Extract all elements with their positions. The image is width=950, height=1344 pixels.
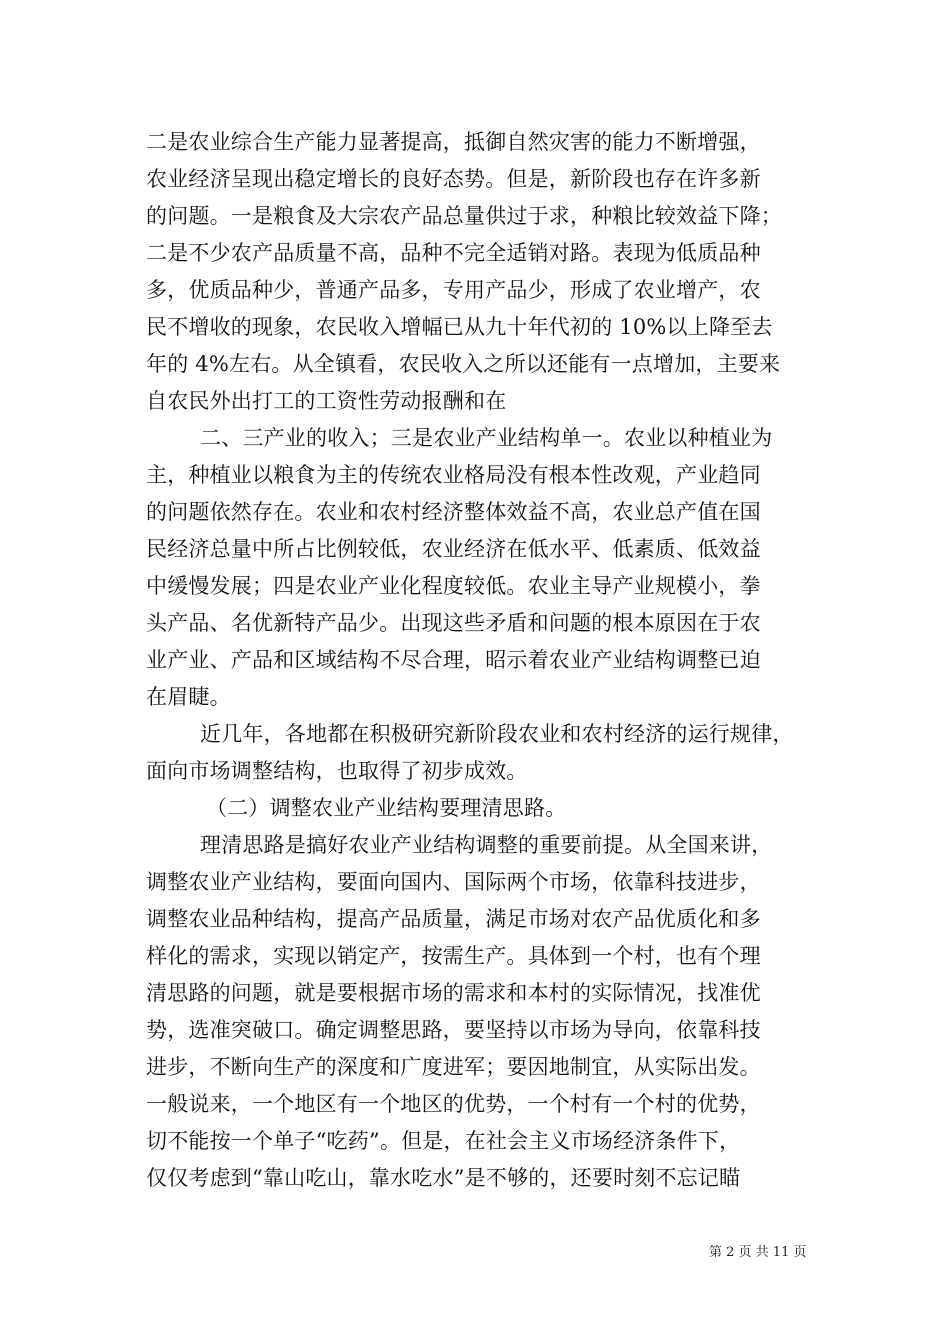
text-line: 民经济总量中所占比例较低，农业经济在低水平、低素质、低效益 [146,537,761,561]
text-line: 的问题。一是粮食及大宗农产品总量供过于求，种粮比较效益下降； [146,204,782,228]
text-line: 二是不少农产品质量不高，品种不完全适销对路。表现为低质品种 [146,241,761,265]
section-heading: （二）调整农业产业结构要理清思路。 [206,796,567,820]
text-line: 在眉睫。 [146,685,231,709]
text-line: 民不增收的现象，农民收入增幅已从九十年代初的 10%以上降至去 [146,315,773,339]
text-line: 一般说来，一个地区有一个地区的优势，一个村有一个村的优势， [146,1092,761,1116]
text-line: 多，优质品种少，普通产品多，专用产品少，形成了农业增产，农 [146,278,761,302]
text-line: 业产业、产品和区域结构不尽合理，昭示着农业产业结构调整已迫 [146,648,761,672]
text-line: 调整农业品种结构，提高产品质量，满足市场对农产品优质化和多 [146,907,761,931]
text-line: 近几年，各地都在积极研究新阶段农业和农村经济的运行规律， [200,722,794,746]
text-line: 自农民外出打工的工资性劳动报酬和在 [146,389,507,413]
text-line: 切不能按一个单子“吃药”。但是，在社会主义市场经济条件下， [146,1129,741,1153]
text-line: 二是农业综合生产能力显著提高，抵御自然灾害的能力不断增强， [146,130,761,154]
text-line: 二、三产业的收入；三是农业产业结构单一。农业以种植业为 [200,426,773,450]
text-line: 主，种植业以粮食为主的传统农业格局没有根本性改观，产业趋同 [146,463,761,487]
text-line: 进步，不断向生产的深度和广度进军；要因地制宜，从实际出发。 [146,1055,761,1079]
body-text [146,124,806,1197]
text-line: 样化的需求，实现以销定产，按需生产。具体到一个村，也有个理 [146,944,761,968]
text-line: 农业经济呈现出稳定增长的良好态势。但是，新阶段也存在许多新 [146,167,761,191]
text-line: 年的 4%左右。从全镇看，农民收入之所以还能有一点增加，主要来 [146,352,781,376]
text-line: 调整农业产业结构，要面向国内、国际两个市场，依靠科技进步， [146,870,761,894]
text-line: 理清思路是搞好农业产业结构调整的重要前提。从全国来讲， [200,833,773,857]
text-line: 头产品、名优新特产品少。出现这些矛盾和问题的根本原因在于农 [146,611,761,635]
text-line: 中缓慢发展；四是农业产业化程度较低。农业主导产业规模小，拳 [146,574,761,598]
text-line: 面向市场调整结构，也取得了初步成效。 [146,759,528,783]
text-line: 的问题依然存在。农业和农村经济整体效益不高，农业总产值在国 [146,500,761,524]
text-line: 仅仅考虑到“靠山吃山，靠水吃水”是不够的，还要时刻不忘记瞄 [146,1166,741,1190]
text-line: 清思路的问题，就是要根据市场的需求和本村的实际情况，找准优 [146,981,761,1005]
text-line: 势，选准突破口。确定调整思路，要坚持以市场为导向，依靠科技 [146,1018,761,1042]
page-number: 第 2 页 共 11 页 [709,1245,807,1260]
